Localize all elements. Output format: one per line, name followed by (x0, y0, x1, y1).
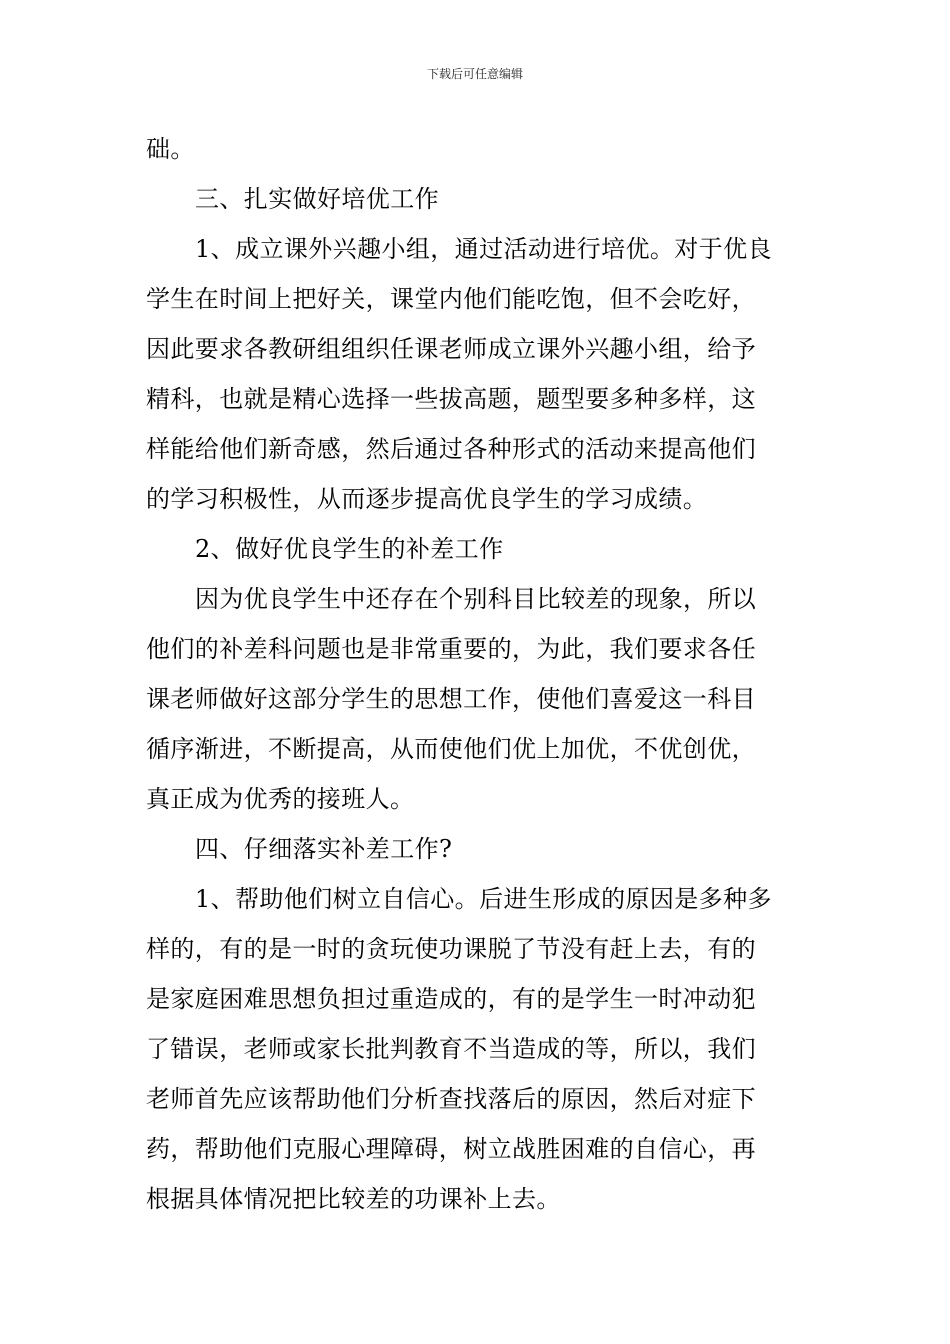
document-body (146, 124, 810, 1224)
text-line: 真正成为优秀的接班人。 (146, 785, 415, 813)
section-heading: 四、仔细落实补差工作? (195, 835, 453, 863)
text-line: 样能给他们新奇感，然后通过各种形式的活动来提高他们 (146, 435, 756, 463)
text-line: 学生在时间上把好关，课堂内他们能吃饱，但不会吃好， (146, 285, 756, 313)
text-line: 了错误，老师或家长批判教育不当造成的等，所以，我们 (146, 1035, 756, 1063)
text-line: 精科，也就是精心选择一些拔高题，题型要多种多样，这 (146, 385, 756, 413)
text-line: 1、帮助他们树立自信心。后进生形成的原因是多种多 (195, 885, 772, 913)
text-line: 他们的补差科问题也是非常重要的，为此，我们要求各任 (146, 635, 756, 663)
text-line: 的学习积极性，从而逐步提高优良学生的学习成绩。 (146, 485, 708, 513)
section-heading: 三、扎实做好培优工作 (195, 185, 439, 213)
text-line: 样的，有的是一时的贪玩使功课脱了节没有赶上去，有的 (146, 935, 756, 963)
text-line: 1、成立课外兴趣小组，通过活动进行培优。对于优良 (195, 235, 772, 263)
page-header: 下载后可任意编辑 (426, 67, 523, 81)
text-line: 因为优良学生中还存在个别科目比较差的现象，所以 (195, 585, 757, 613)
text-line: 根据具体情况把比较差的功课补上去。 (146, 1185, 561, 1213)
text-line: 老师首先应该帮助他们分析查找落后的原因，然后对症下 (146, 1085, 756, 1113)
text-line: 药，帮助他们克服心理障碍，树立战胜困难的自信心，再 (146, 1135, 756, 1163)
text-line: 课老师做好这部分学生的思想工作，使他们喜爱这一科目 (146, 685, 756, 713)
text-line: 因此要求各教研组组织任课老师成立课外兴趣小组，给予 (146, 335, 756, 363)
text-line: 是家庭困难思想负担过重造成的，有的是学生一时冲动犯 (146, 985, 756, 1013)
subsection-heading: 2、做好优良学生的补差工作 (195, 535, 504, 563)
text-line: 循序渐进，不断提高，从而使他们优上加优，不优创优， (146, 735, 756, 763)
text-line: 础。 (146, 135, 195, 163)
